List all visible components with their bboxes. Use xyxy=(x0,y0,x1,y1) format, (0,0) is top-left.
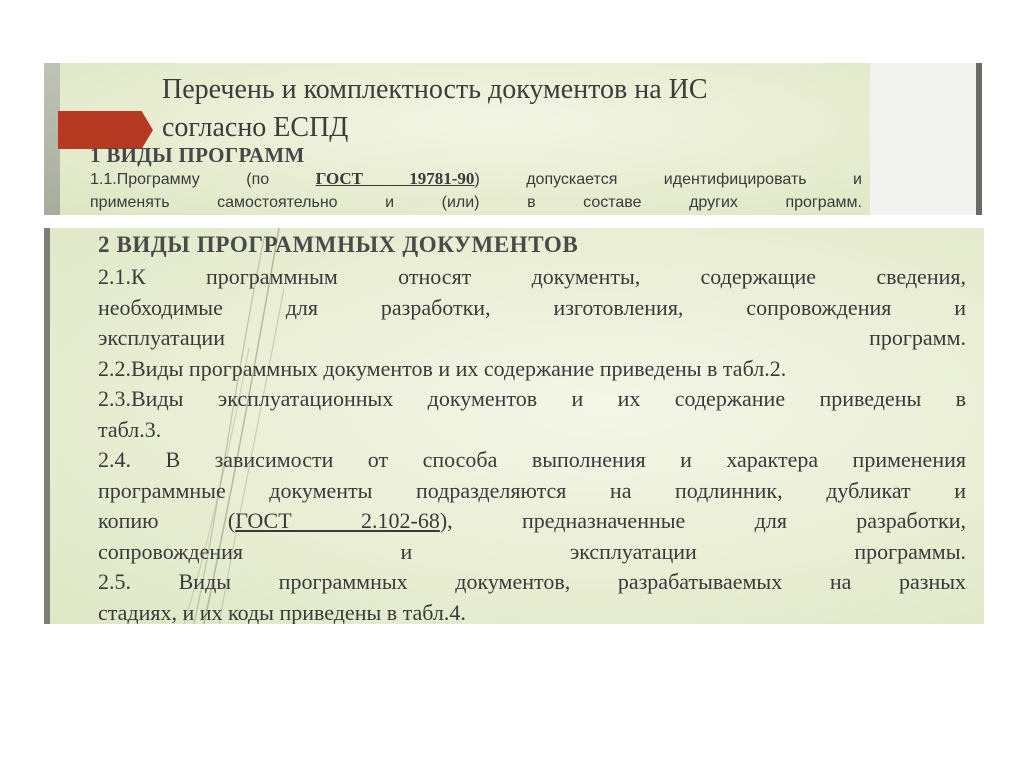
body-line: 2.5. Виды программных документов, разрабатываемых на разных xyxy=(98,569,966,594)
text-fragment: 1.1.Программу (по xyxy=(90,171,316,188)
body-line: сопровождения и эксплуатации программы. xyxy=(98,538,966,564)
body-line: 2.2.Виды программных документов и их содержание приведены в табл.2. xyxy=(98,355,787,381)
text-fragment: программ. xyxy=(869,325,966,350)
body-line xyxy=(98,506,966,537)
top-slide-fragment xyxy=(44,63,870,215)
slide-edge-strip xyxy=(44,63,60,215)
bottom-slide-fragment xyxy=(44,228,984,624)
paragraph-line xyxy=(90,167,862,191)
body-line: необходимые для разработки, изготовления, сопровождения и xyxy=(98,294,966,320)
slide-edge-strip xyxy=(44,228,50,624)
text-fragment: ), предназначенные для разработки, xyxy=(439,508,966,533)
slide-title-line-1: Перечень и комплектность документов на ИС xyxy=(162,74,708,105)
gost-19781-link[interactable]: ГОСТ 19781-90 xyxy=(315,169,475,188)
section-heading-1: 1 ВИДЫ ПРОГРАММ xyxy=(90,143,305,167)
text-fragment: копию ( xyxy=(98,508,236,533)
paragraph-1-1 xyxy=(90,167,862,214)
top-right-edge xyxy=(976,63,982,215)
body-line: 2.4. В зависимости от способа выполнения и характера применения xyxy=(98,447,966,472)
paragraph-line: применять самостоятельно и (или) в составе других программ. xyxy=(90,194,862,211)
slide-title xyxy=(162,71,802,147)
section-2-body xyxy=(98,262,966,624)
body-line: стадиях, и их коды приведены в табл.4. xyxy=(98,599,466,624)
body-line: 2.1.К программным относят документы, содержащие сведения, xyxy=(98,264,966,289)
top-right-panel xyxy=(870,63,982,215)
body-line: табл.3. xyxy=(98,416,162,442)
body-line: 2.3.Виды эксплуатационных документов и их содержание приведены в xyxy=(98,386,966,411)
body-line: программные документы подразделяются на подлинник, дубликат и xyxy=(98,477,966,503)
section-heading-2: 2 ВИДЫ ПРОГРАММНЫХ ДОКУМЕНТОВ xyxy=(98,232,579,257)
text-fragment: ) допускается идентифицировать и xyxy=(474,171,862,188)
body-line xyxy=(98,323,966,354)
text-fragment: эксплуатации xyxy=(98,325,225,350)
slide-title-line-2: согласно ЕСПД xyxy=(162,112,349,143)
gost-2-102-link[interactable]: ГОСТ 2.102-68 xyxy=(235,508,440,533)
